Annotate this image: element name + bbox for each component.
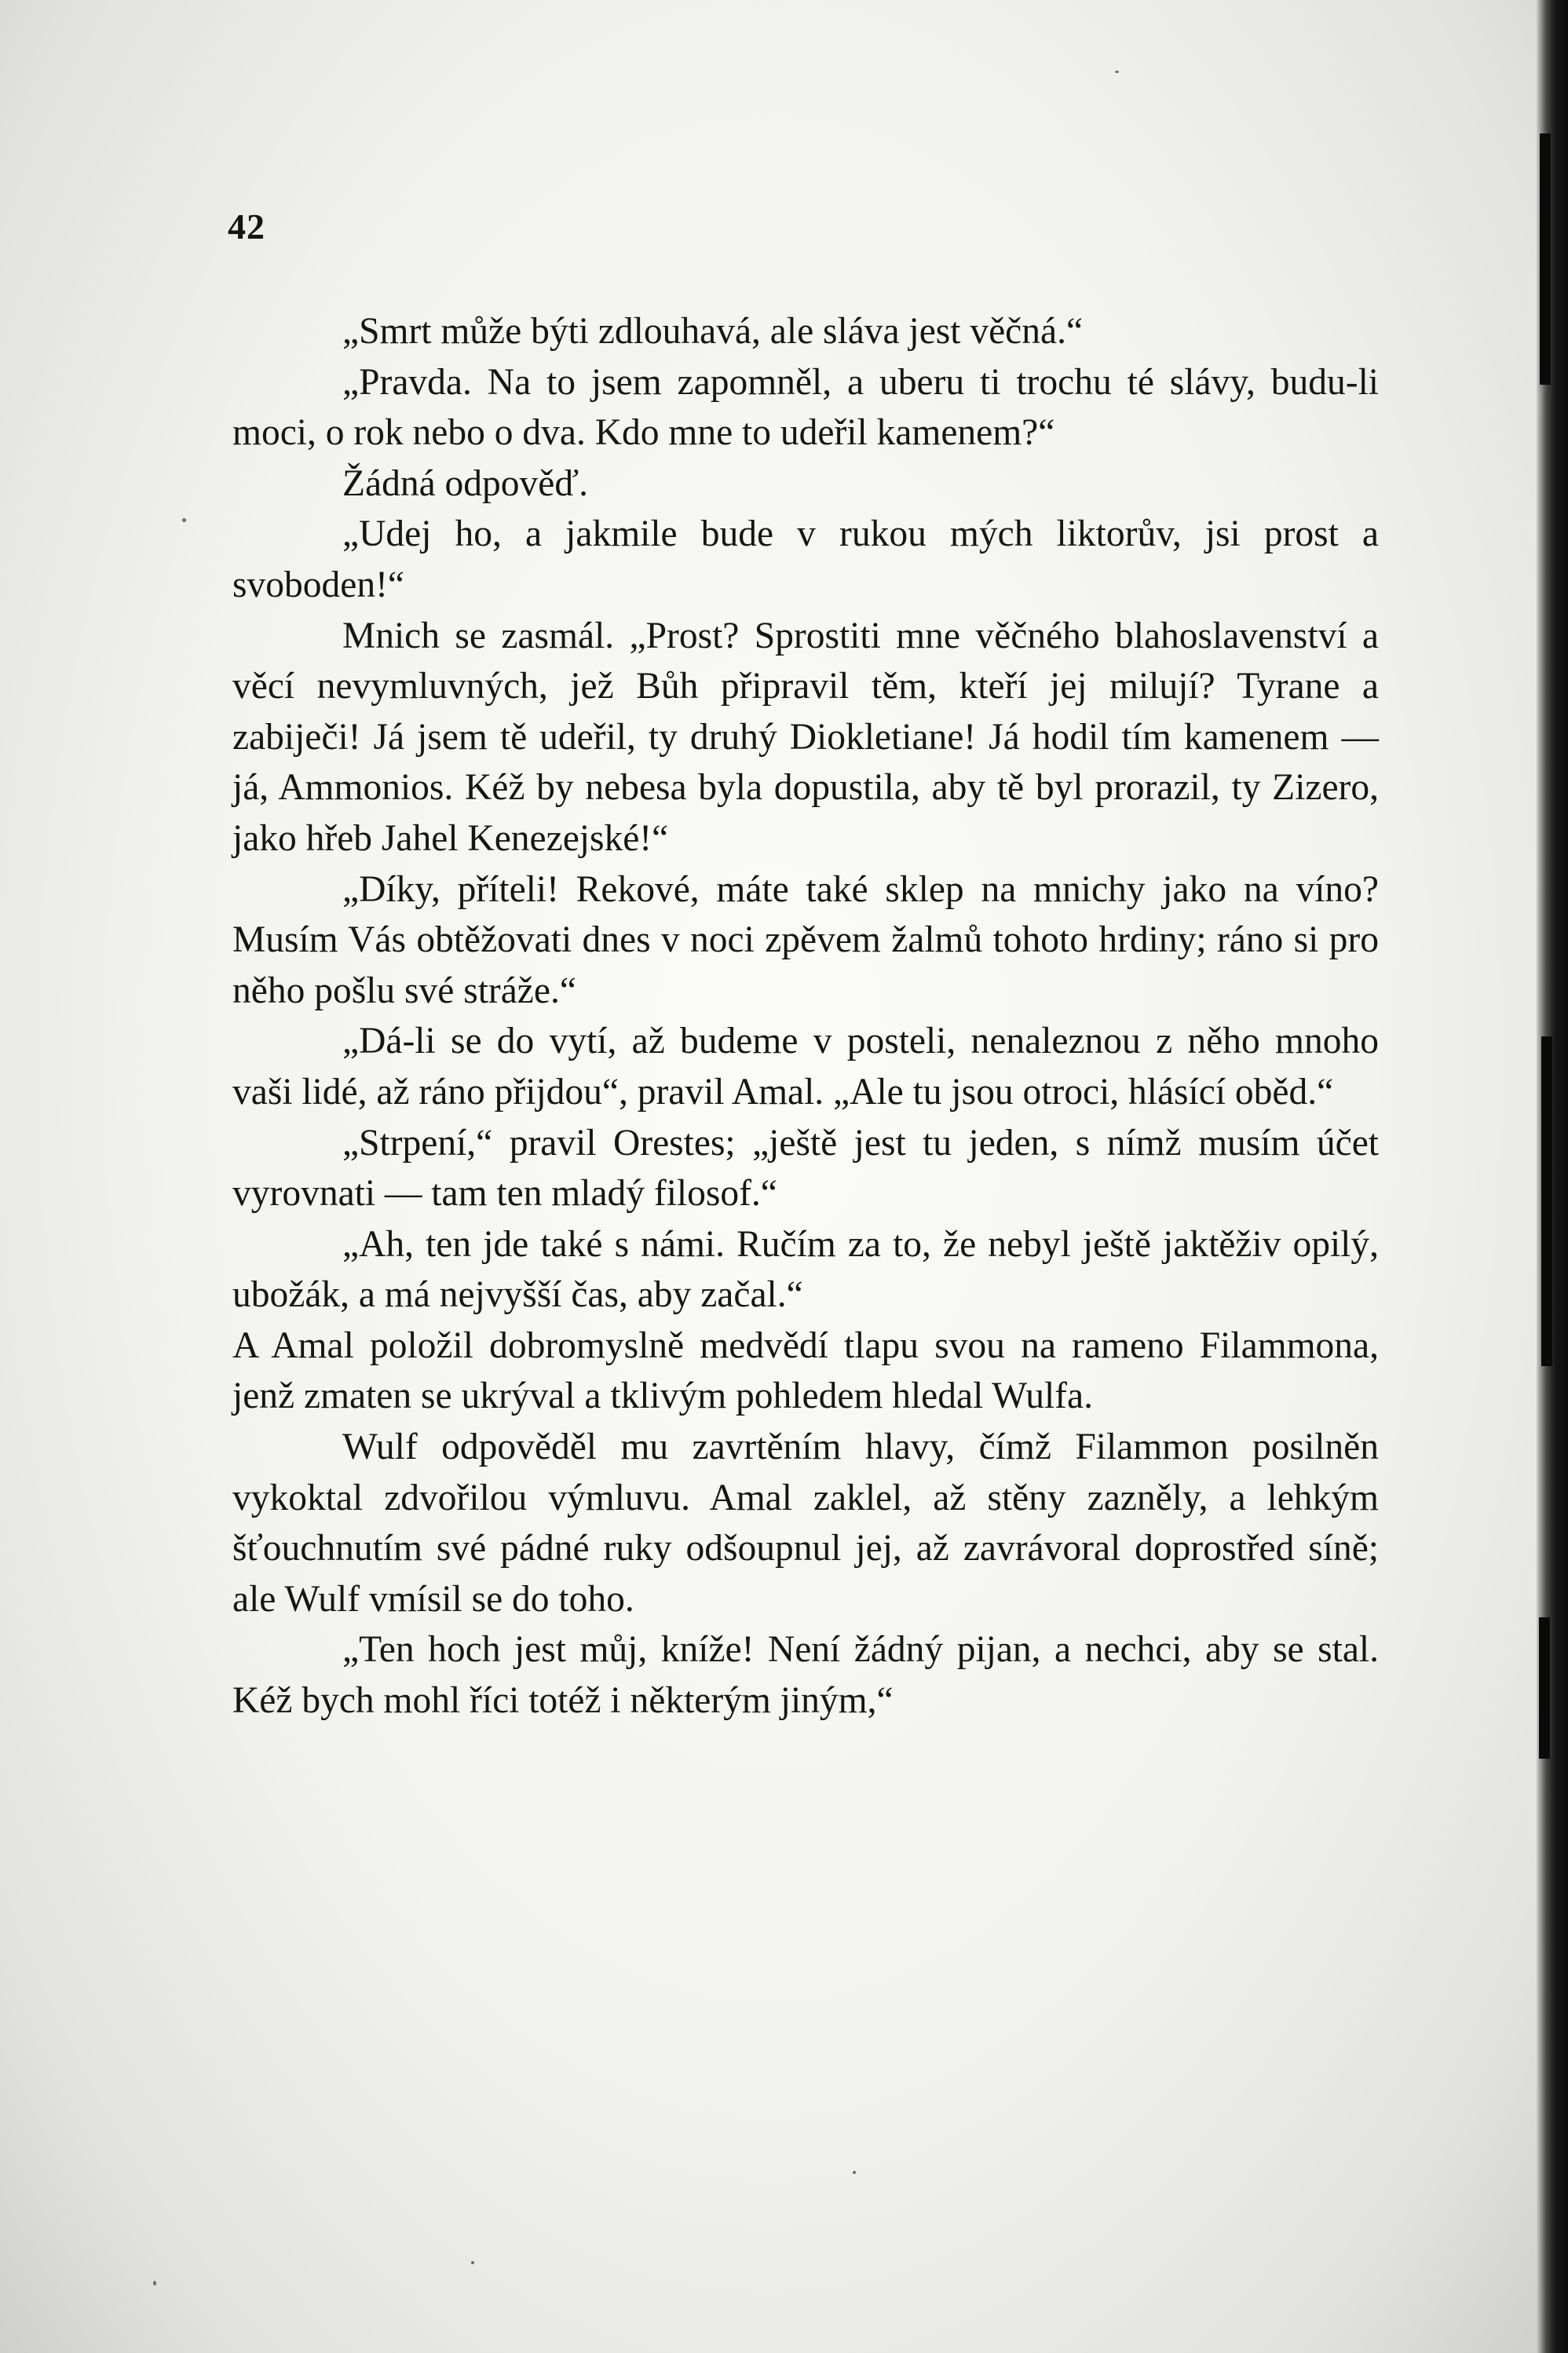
paragraph-9: „Ah, ten jde také s námi. Ručím za to, že nebyl ještě jaktěživ opilý, ubožák, a má nejvyšší čas, aby začal.“: [232, 1223, 1379, 1316]
body-text: [232, 306, 1379, 1726]
paragraph-3: Žádná odpověď.: [342, 462, 588, 504]
paper-speck: [153, 2281, 156, 2285]
paragraph-10: A Amal položil dobromyslně medvědí tlapu svou na rameno Filammona, jenž zmaten se ukrýval a tklivým pohledem hledal Wulfa.: [232, 1324, 1379, 1417]
paragraph-6: „Díky, příteli! Rekové, máte také sklep na mnichy jako na víno? Musím Vás obtěžovati dnes v noci zpěvem žalmů tohoto hrdiny; ráno si pro něho pošlu své stráže.“: [232, 868, 1379, 1011]
paper-speck: [1115, 71, 1119, 73]
paragraph-8: „Strpení,“ pravil Orestes; „ještě jest tu jeden, s nímž musím účet vyrovnati — tam ten mladý filosof.“: [232, 1122, 1379, 1215]
paper-speck: [471, 2261, 474, 2264]
edge-mark: [1540, 133, 1551, 385]
page-binding-edge: [1537, 0, 1568, 2353]
paragraph-4: „Udej ho, a jakmile bude v rukou mých liktorův, jsi prost a svoboden!“: [232, 513, 1379, 605]
paragraph-12: „Ten hoch jest můj, kníže! Není žádný pijan, a nechci, aby se stal. Kéž bych mohl říci totéž i některým jiným,“: [232, 1629, 1379, 1722]
page-number: 42: [228, 206, 265, 247]
paragraph-11: Wulf odpověděl mu zavrtěním hlavy, čímž Filammon posilněn vykoktal zdvořilou výmluvu. Amal zaklel, až stěny zazněly, a lehkým šťouchnutím své pádné ruky odšoupnul jej, až zavrávoral doprostřed síně; ale Wulf vmísil se do toho.: [232, 1427, 1379, 1620]
paper-speck: [853, 2171, 856, 2174]
paragraph-2: „Pravda. Na to jsem zapomněl, a uberu ti trochu té slávy, budu-li moci, o rok nebo o dva. Kdo mne to udeřil kamenem?“: [232, 361, 1379, 454]
paragraph-7: „Dá-li se do vytí, až budeme v posteli, nenaleznou z něho mnoho vaši lidé, až ráno přijdou“, pravil Amal. „Ale tu jsou otroci, hlásící oběd.“: [232, 1021, 1379, 1113]
edge-mark: [1541, 1036, 1552, 1366]
paragraph-1: „Smrt může býti zdlouhavá, ale sláva jest věčná.“: [342, 311, 1084, 352]
paper-speck: [182, 518, 186, 522]
paragraph-5: Mnich se zasmál. „Prost? Sprostiti mne věčného blahoslavenství a věcí nevymluvných, jež Bůh připravil těm, kteří jej milují? Tyrane a zabiječi! Já jsem tě udeřil, ty druhý Diokletiane! Já hodil tím kamenem — já, Ammonios. Kéž by nebesa byla dopustila, aby tě byl prorazil, ty Zizero, jako hřeb Jahel Kenezejské!“: [232, 615, 1379, 859]
edge-mark: [1539, 1617, 1550, 1759]
